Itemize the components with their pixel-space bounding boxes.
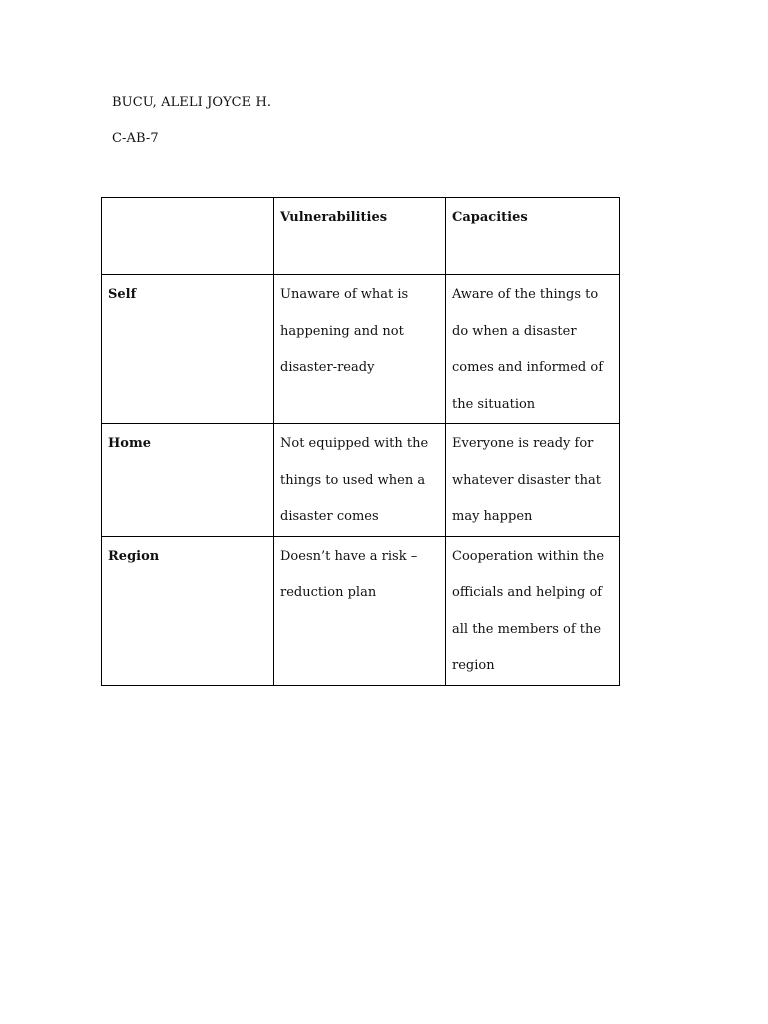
table-row [102,275,620,424]
capacities-cell: Aware of the things to do when a disaster comes and informed of the situation [446,275,620,424]
header-cell-capacities: Capacities [446,198,620,275]
section-code: C-AB-7 [112,131,159,146]
table-header-row [102,198,620,275]
vulnerabilities-capacities-table [101,197,620,686]
header-cell-blank [102,198,274,275]
capacities-cell: Everyone is ready for whatever disaster that may happen [446,424,620,537]
vulnerabilities-cell: Not equipped with the things to used when a disaster comes [274,424,446,537]
table-row [102,536,620,685]
table-row [102,424,620,537]
vulnerabilities-cell: Unaware of what is happening and not disaster-ready [274,275,446,424]
capacities-cell: Cooperation within the officials and helping of all the members of the region [446,536,620,685]
row-label-home: Home [102,424,274,537]
vulnerabilities-cell: Doesn’t have a risk – reduction plan [274,536,446,685]
student-name: BUCU, ALELI JOYCE H. [112,95,272,110]
header-cell-vulnerabilities: Vulnerabilities [274,198,446,275]
row-label-region: Region [102,536,274,685]
row-label-self: Self [102,275,274,424]
